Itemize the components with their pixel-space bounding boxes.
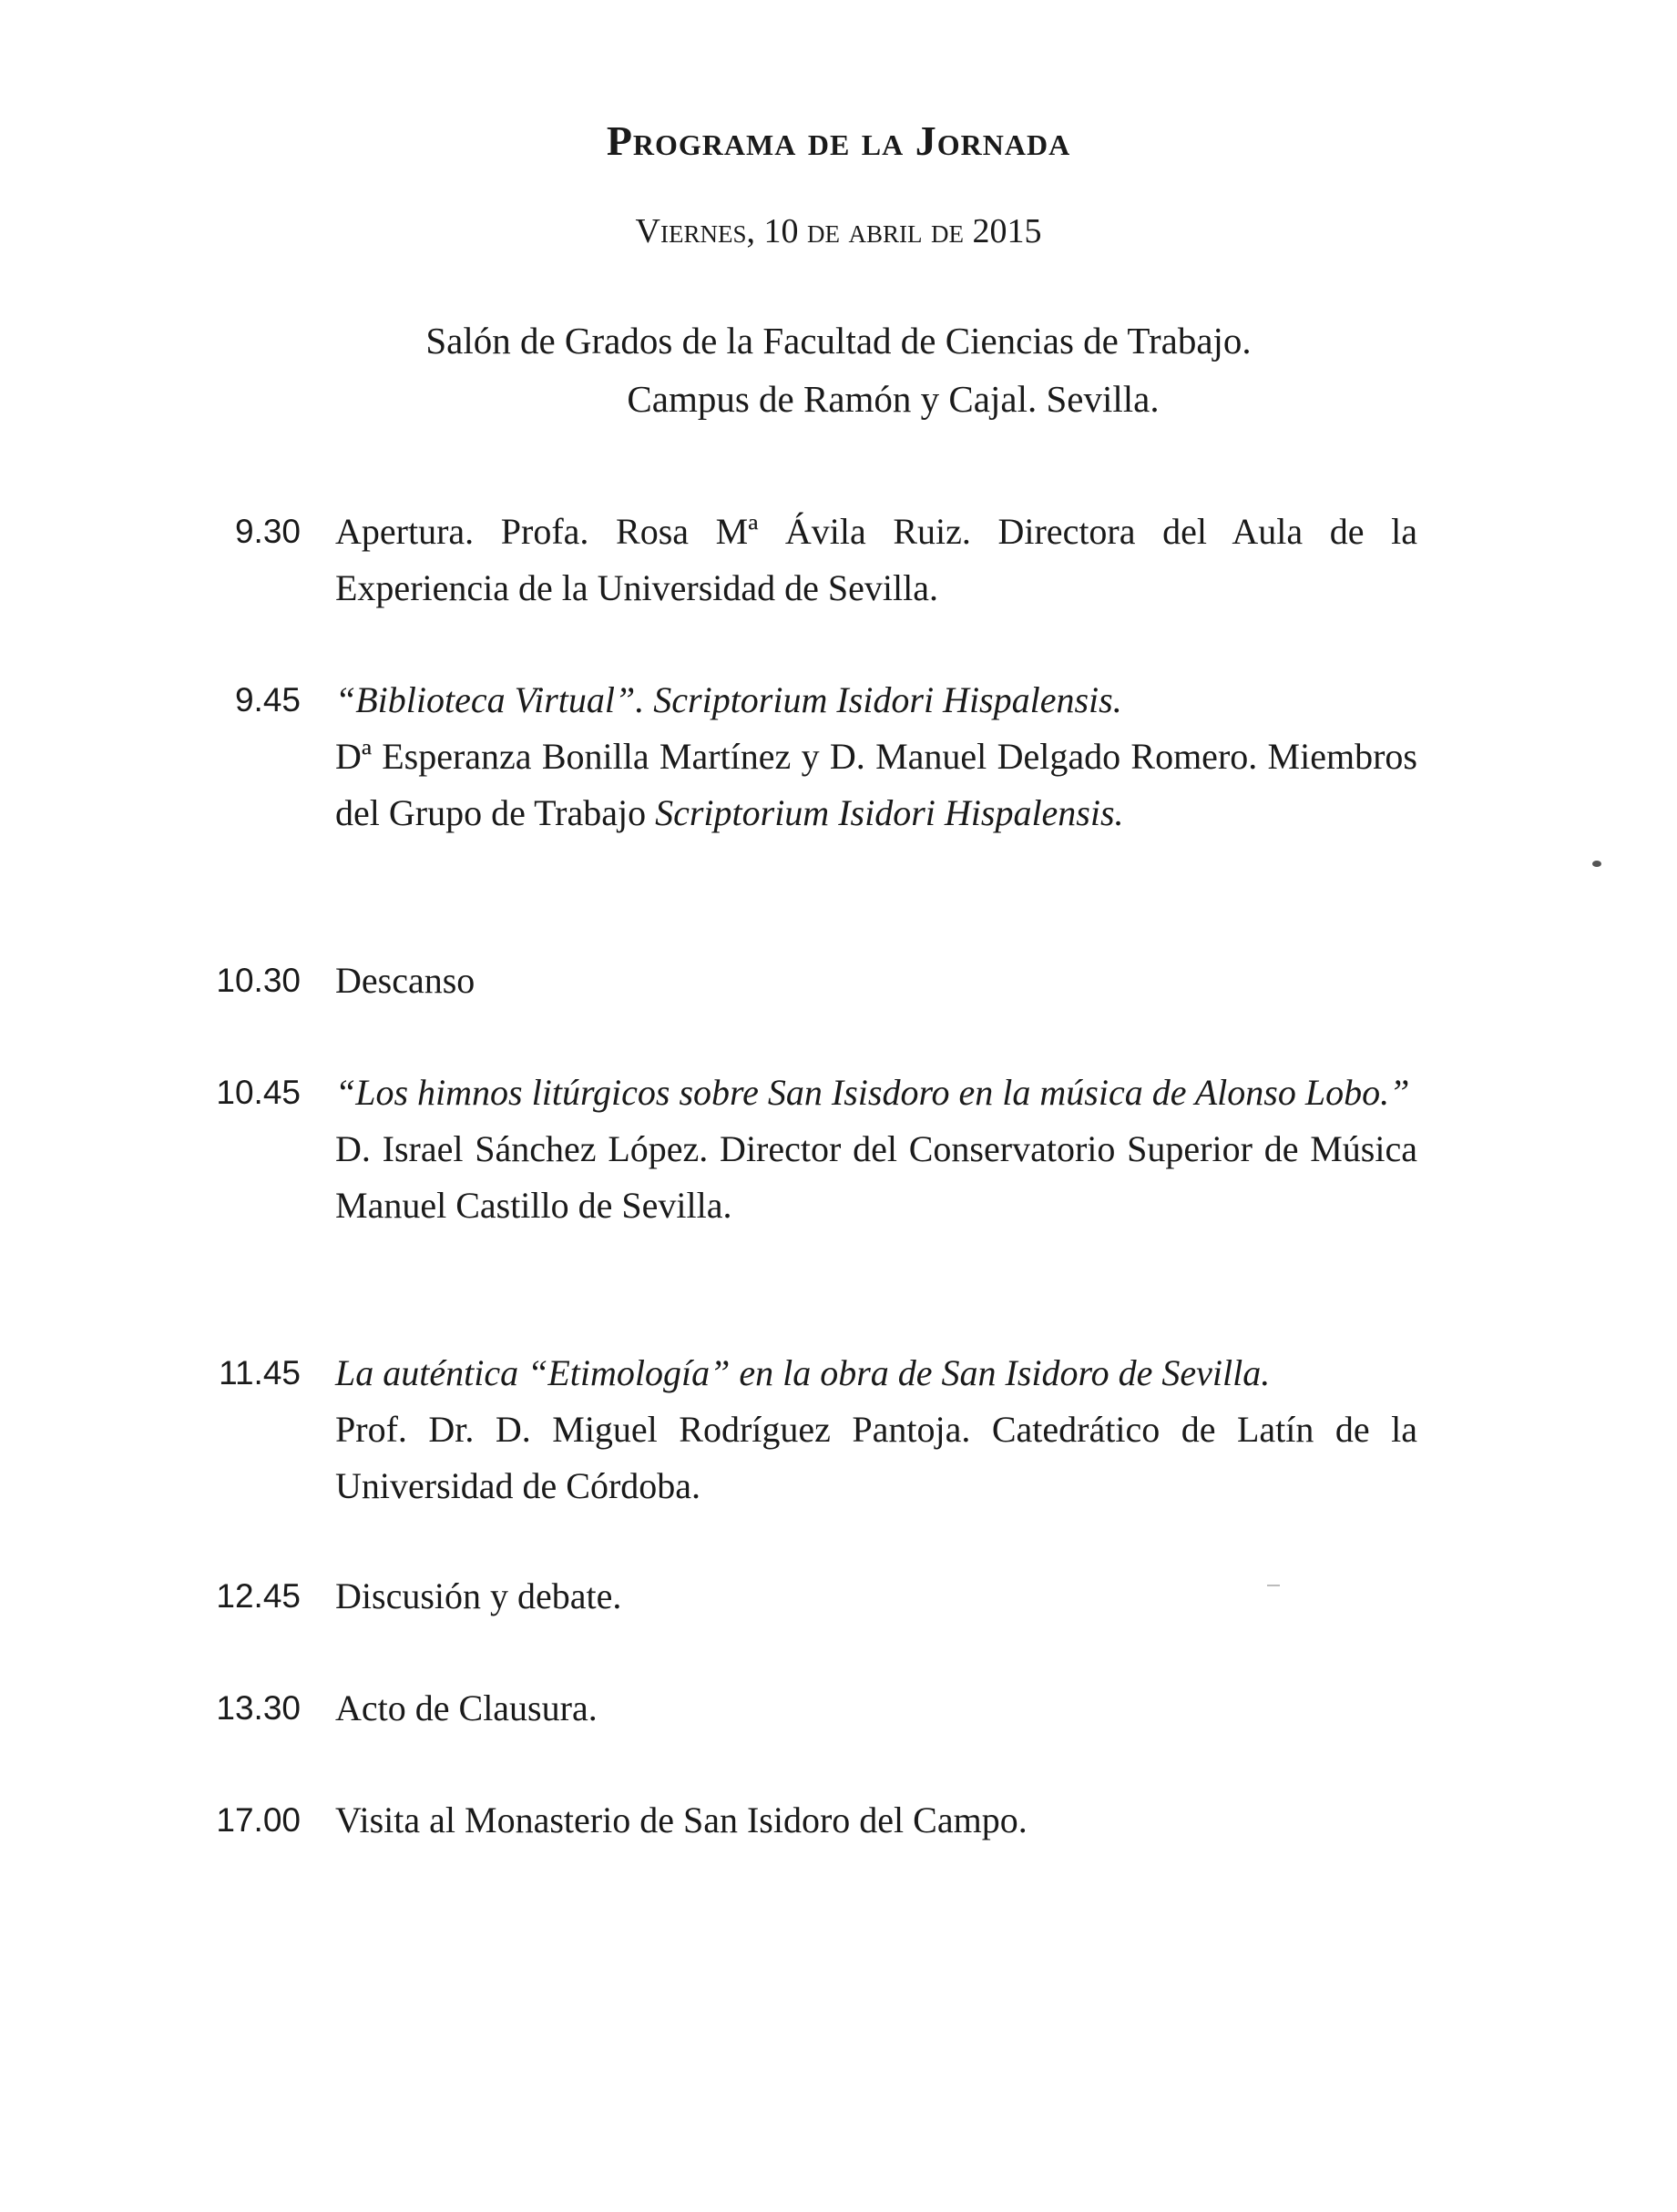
page-title: Programa de la Jornada [606,117,1071,164]
venue-block [0,311,1677,428]
entry-description: Apertura. Profa. Rosa Mª Ávila Ruiz. Directora del Aula de la Experiencia de la Universidad de Sevilla. [335,511,1417,608]
entry-time: 9.30 [234,513,301,550]
entry-time: 17.00 [216,1801,301,1839]
entry-time: 12.45 [216,1577,301,1615]
entry-time: 11.45 [219,1354,301,1391]
entry-description [335,672,1417,841]
talk-title: La auténtica “Etimología” en la obra de San Isidoro de Sevilla. [335,1352,1271,1393]
group-name: Scriptorium Isidori Hispalensis. [655,792,1124,833]
entry-description: Acto de Clausura. [335,1687,598,1728]
entry-time: 10.30 [216,962,301,999]
entry-description [335,1065,1417,1234]
speaker: Prof. Dr. D. Miguel Rodríguez Pantoja. Catedrático de Latín de la Universidad de Córdoba. [335,1409,1417,1506]
entry-time: 13.30 [216,1689,301,1727]
speakers: Dª Esperanza Bonilla Martínez y D. Manuel Delgado Romero. Miembros del Grupo de Trabajo [335,736,1417,833]
venue-line-1: Salón de Grados de la Facultad de Ciencias de Trabajo. [425,320,1252,362]
venue-line-2: Campus de Ramón y Cajal. Sevilla. [627,378,1160,420]
entry-description: Visita al Monasterio de San Isidoro del Campo. [335,1799,1028,1840]
talk-title: “Los himnos litúrgicos sobre San Isisdoro en la música de Alonso Lobo.” [335,1072,1410,1113]
entry-description [335,1345,1417,1514]
entry-time: 9.45 [234,681,301,719]
entry-description: Descanso [335,960,475,1001]
talk-title: “Biblioteca Virtual”. Scriptorium Isidori Hispalensis. [335,679,1122,720]
scan-speck [1592,861,1601,867]
entry-description: Discusión y debate. [335,1575,622,1616]
speaker: D. Israel Sánchez López. Director del Conservatorio Superior de Música Manuel Castillo de Sevilla. [335,1128,1417,1226]
scan-mark [1267,1585,1280,1586]
entry-time: 10.45 [216,1074,301,1111]
event-date: Viernes, 10 de abril de 2015 [635,212,1042,250]
